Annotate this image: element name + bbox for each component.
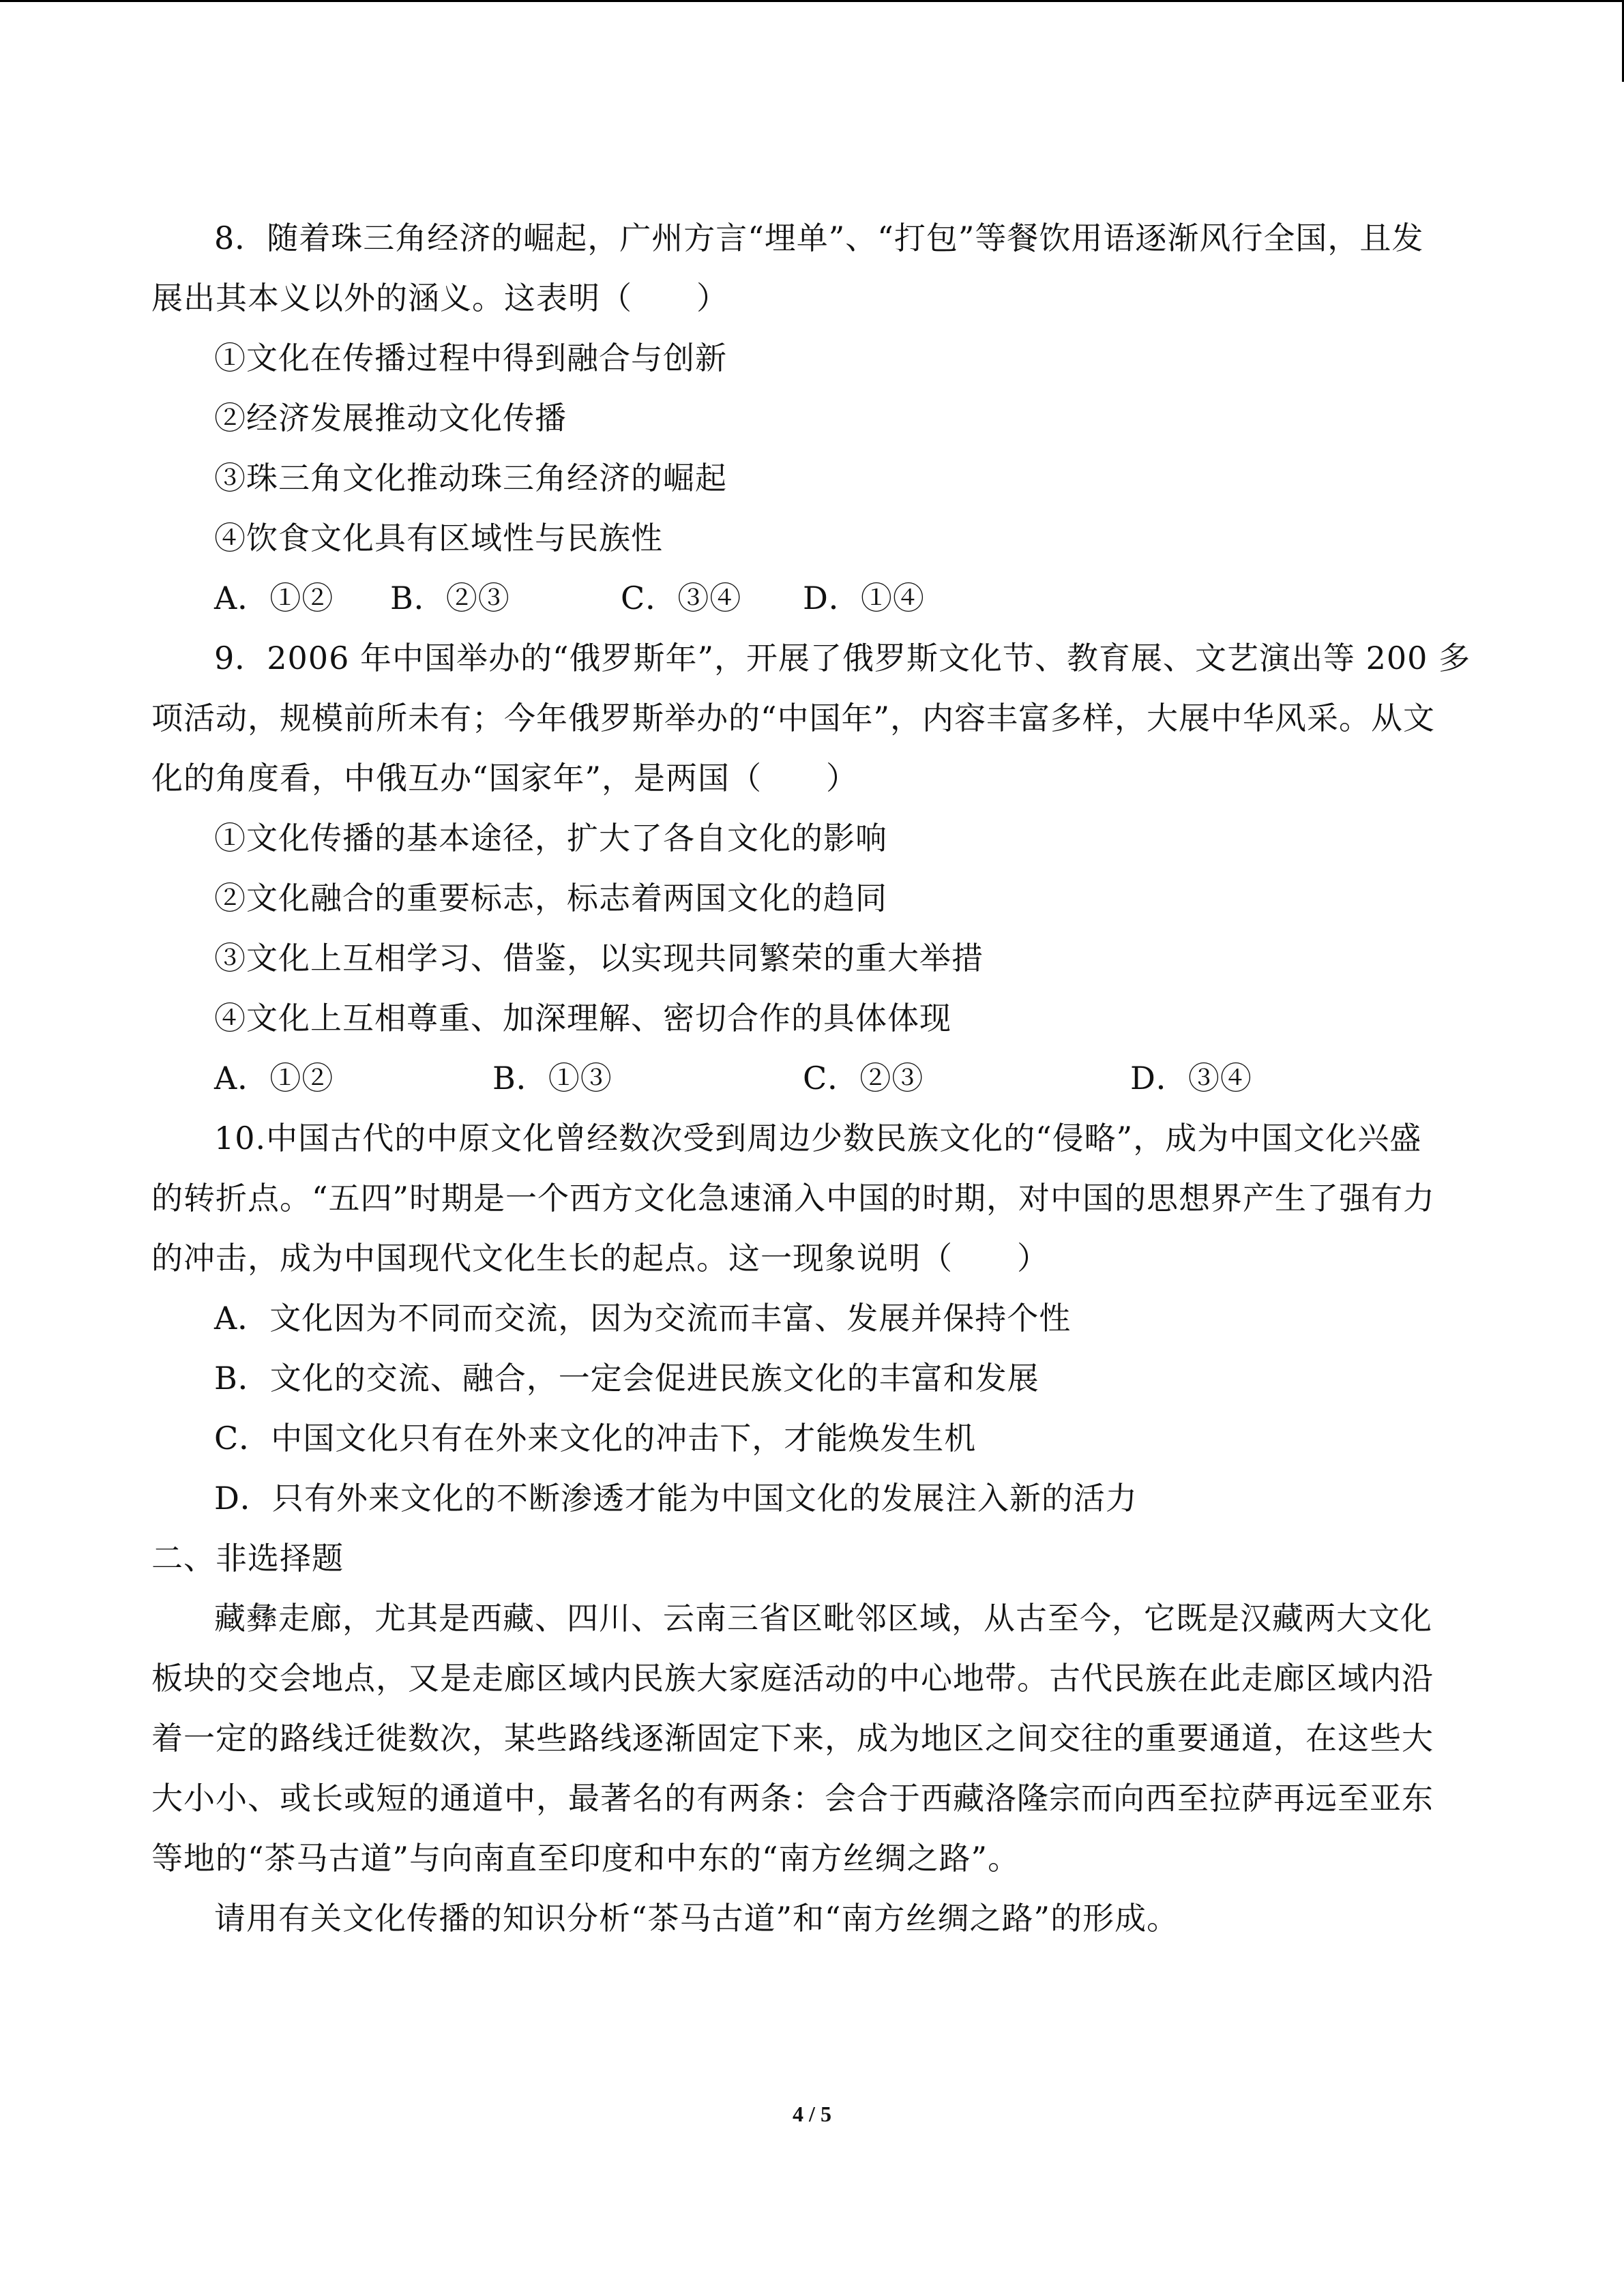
question-10-choice-d: D．只有外来文化的不断渗透才能为中国文化的发展注入新的活力 [214,1480,1138,1517]
question-9-option-b: B．①③ [492,1060,612,1097]
question-9-options [151,1048,1475,1108]
question-10 [151,1108,1475,1528]
question-9-stem-line-1: 9．2006 年中国举办的“俄罗斯年”，开展了俄罗斯文化节、教育展、文艺演出等 200 多 [214,640,1471,676]
question-9-item-1: ①文化传播的基本途径，扩大了各自文化的影响 [214,820,887,856]
passage-line-5: 等地的“茶马古道”与向南直至印度和中东的“南方丝绸之路”。 [151,1840,1020,1877]
passage-line-1: 藏彝走廊，尤其是西藏、四川、云南三省区毗邻区域，从古至今，它既是汉藏两大文化 [214,1600,1432,1637]
question-8-options [151,568,1475,628]
question-10-choice-c: C．中国文化只有在外来文化的冲击下，才能焕发生机 [214,1420,977,1457]
question-9-item-2: ②文化融合的重要标志，标志着两国文化的趋同 [214,880,887,916]
question-8-option-d: D．①④ [803,580,925,616]
document-page [151,208,1475,1948]
question-9-option-d: D．③④ [1130,1060,1252,1097]
question-9-item-3: ③文化上互相学习、借鉴，以实现共同繁荣的重大举措 [214,940,984,976]
question-10-stem-line-3: 的冲击，成为中国现代文化生长的起点。这一现象说明（ ） [151,1240,1049,1277]
question-8-stem-line-1: 8．随着珠三角经济的崛起，广州方言“埋单”、“打包”等餐饮用语逐渐风行全国，且发 [214,220,1424,256]
page-frame-top-border [0,0,1624,2]
question-9 [151,628,1475,1108]
question-8-item-2: ②经济发展推动文化传播 [214,400,567,436]
question-8-item-1: ①文化在传播过程中得到融合与创新 [214,340,727,376]
essay-question: 请用有关文化传播的知识分析“茶马古道”和“南方丝绸之路”的形成。 [214,1900,1179,1937]
question-8 [151,208,1475,628]
question-8-option-c: C．③④ [621,580,742,616]
question-10-stem-line-2: 的转折点。“五四”时期是一个西方文化急速涌入中国的时期，对中国的思想界产生了强有力 [151,1180,1436,1217]
question-10-stem-line-1: 10.中国古代的中原文化曾经数次受到周边少数民族文化的“侵略”，成为中国文化兴盛 [214,1120,1422,1157]
passage-line-3: 着一定的路线迁徙数次，某些路线逐渐固定下来，成为地区之间交往的重要通道，在这些大 [151,1720,1434,1757]
question-8-item-3: ③珠三角文化推动珠三角经济的崛起 [214,460,727,496]
page-number: 4 / 5 [793,2102,831,2126]
question-9-stem-line-2: 项活动，规模前所未有；今年俄罗斯举办的“中国年”，内容丰富多样，大展中华风采。从文 [151,700,1436,736]
question-8-option-a: A．①② [214,580,334,616]
question-8-item-4: ④饮食文化具有区域性与民族性 [214,520,663,556]
section-non-choice [151,1528,1475,1948]
question-8-stem-line-2: 展出其本义以外的涵义。这表明（ ） [151,280,728,316]
question-8-option-b: B．②③ [390,580,510,616]
question-9-stem-line-3: 化的角度看，中俄互办“国家年”，是两国（ ） [151,760,859,796]
question-10-choice-b: B．文化的交流、融合，一定会促进民族文化的丰富和发展 [214,1360,1039,1397]
section-heading: 二、非选择题 [151,1540,344,1577]
passage-line-4: 大小小、或长或短的通道中，最著名的有两条：会合于西藏洛隆宗而向西至拉萨再远至亚东 [151,1780,1434,1817]
question-10-choice-a: A．文化因为不同而交流，因为交流而丰富、发展并保持个性 [214,1300,1072,1337]
passage-line-2: 板块的交会地点，又是走廊区域内民族大家庭活动的中心地带。古代民族在此走廊区域内沿 [151,1660,1434,1697]
question-9-option-a: A．①② [214,1060,334,1097]
question-9-option-c: C．②③ [803,1060,924,1097]
question-9-item-4: ④文化上互相尊重、加深理解、密切合作的具体体现 [214,1000,951,1037]
